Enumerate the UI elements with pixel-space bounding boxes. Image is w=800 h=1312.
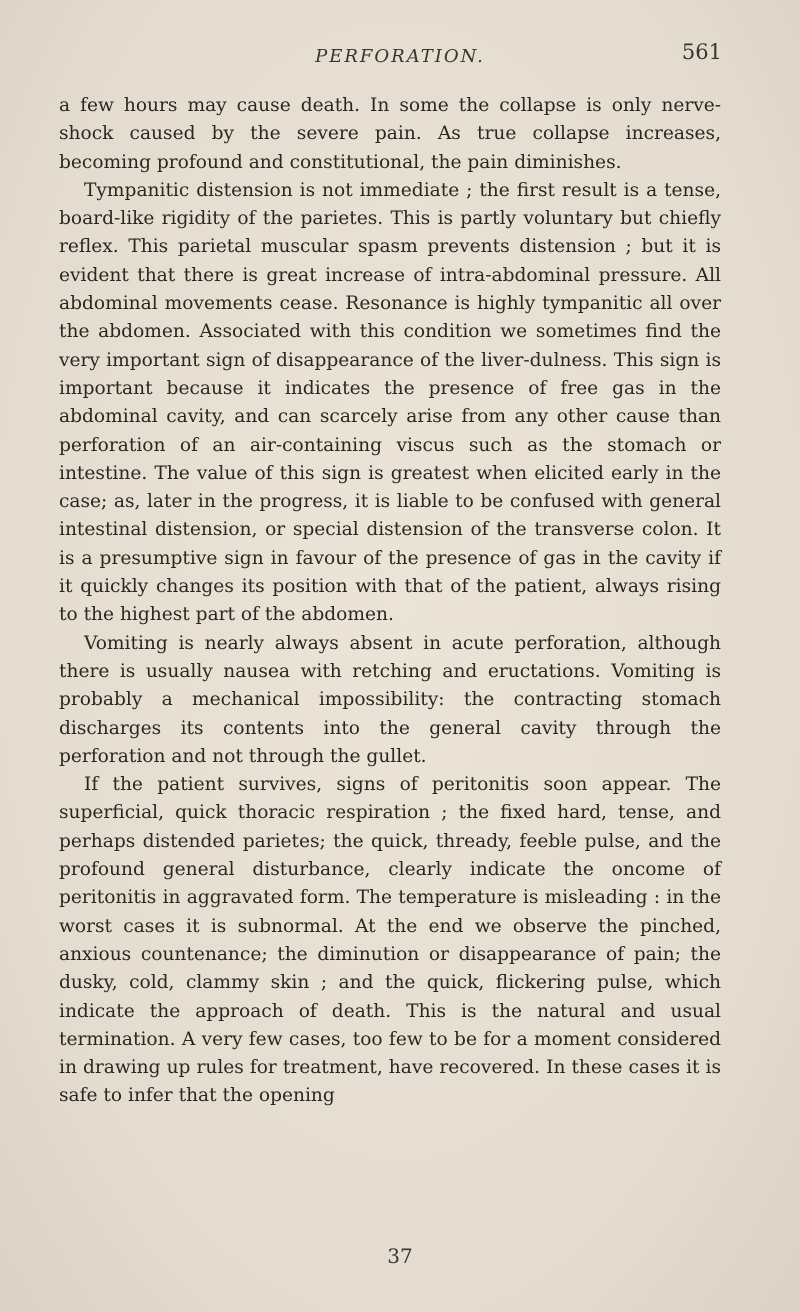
paragraph-continuation: a few hours may cause death. In some the collapse is only nerve-shock caused by the severe pain. As true collapse increases, becoming profound and constitutional, the pain diminishes. bbox=[59, 95, 721, 173]
body-text bbox=[59, 92, 721, 1111]
page-number: 561 bbox=[681, 40, 722, 64]
paragraph-tympanitic-distension: Tympanitic distension is not immediate ; the first result is a tense, board-like rigidity of the parietes. This is partly voluntary but chiefly reflex. This parietal muscular spasm prevents distension ; but it is evident that there is great increase of intra-abdominal pressure. All abdominal movements cease. Resonance is highly tympanitic all over the abdomen. Associated with this condition we sometimes find the very important sign of disappearance of the liver-dulness. This sign is important because it indicates the presence of free gas in the abdominal cavity, and can scarcely arise from any other cause than perforation of an air-containing viscus such as the stomach or intestine. The value of this sign is greatest when elicited early in the case; as, later in the progress, it is liable to be confused with general intestinal distension, or special distension of the transverse colon. It is a presumptive sign in favour of the presence of gas in the cavity if it quickly changes its position with that of the patient, always rising to the highest part of the abdomen. bbox=[59, 179, 721, 626]
signature-mark: 37 bbox=[387, 1244, 413, 1268]
running-title: PERFORATION. bbox=[315, 46, 485, 67]
paragraph-vomiting: Vomiting is nearly always absent in acute perforation, although there is usually nausea with retching and eructations. Vomiting is probably a mechanical impossibility: the contracting stomach discharges its contents into the general cavity through the perforation and not through the gullet. bbox=[59, 632, 721, 767]
paragraph-peritonitis: If the patient survives, signs of peritonitis soon appear. The superficial, quick thoracic respiration ; the fixed hard, tense, and perhaps distended parietes; the quick, thready, feeble pulse, and the profound general disturbance, clearly indicate the oncome of peritonitis in aggravated form. The temperature is misleading : in the worst cases it is subnormal. At the end we observe the pinched, anxious countenance; the diminution or disappearance of pain; the dusky, cold, clammy skin ; and the quick, flickering pulse, which indicate the approach of death. This is the natural and usual termination. A very few cases, too few to be for a moment considered in drawing up rules for treatment, have recovered. In these cases it is safe to infer that the opening bbox=[59, 774, 721, 1107]
